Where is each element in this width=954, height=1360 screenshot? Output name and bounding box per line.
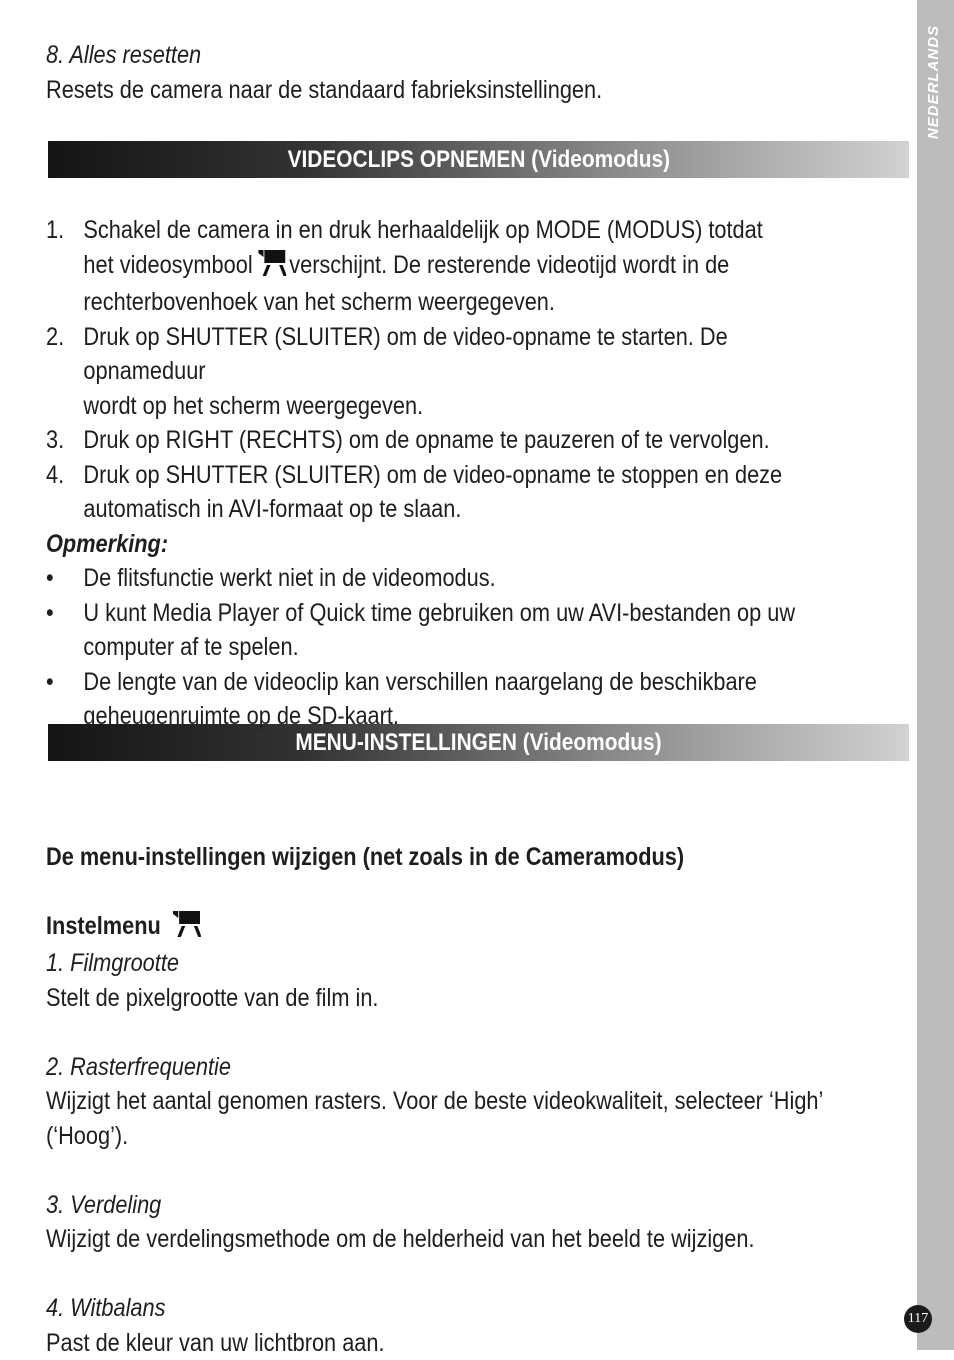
bullet-text: geheugenruimte op de SD-kaart.: [83, 699, 756, 734]
list-item: [46, 458, 796, 527]
menu-item-text: Stelt de pixelgrootte van de film in.: [46, 981, 796, 1016]
side-language-label: NEDERLANDS: [922, 12, 946, 152]
step-text: Druk op SHUTTER (SLUITER) om de video-opname te stoppen en deze: [83, 458, 782, 493]
list-item: [46, 213, 796, 320]
page-content: [46, 38, 796, 1360]
menu-item-text: (‘Hoog’).: [46, 1119, 796, 1154]
bullet-text: De flitsfunctie werkt niet in de videomodus.: [83, 561, 495, 596]
intro-text: Resets de camera naar de standaard fabrieksinstellingen.: [46, 73, 796, 108]
step-text: het videosymbool: [83, 251, 252, 279]
side-language-tab: [917, 0, 954, 1350]
menu-item-title: 3. Verdeling: [46, 1188, 796, 1223]
step-text: verschijnt. De resterende videotijd wordt in de: [289, 251, 729, 279]
menu-subheading: De menu-instellingen wijzigen (net zoals in de Cameramodus): [46, 840, 796, 875]
menu-item-text: Wijzigt de verdelingsmethode om de helderheid van het beeld te wijzigen.: [46, 1222, 796, 1257]
step-number: 3.: [46, 423, 83, 458]
bullet: •: [46, 561, 83, 596]
step-text: wordt op het scherm weergegeven.: [83, 389, 796, 424]
video-camera-icon: [258, 250, 286, 286]
menu-item-title: 4. Witbalans: [46, 1291, 796, 1326]
list-item: [46, 561, 796, 596]
step-text: Druk op SHUTTER (SLUITER) om de video-opname te starten. De opnameduur: [83, 320, 796, 389]
step-number: 1.: [46, 213, 83, 320]
bullet-text: computer af te spelen.: [83, 630, 795, 665]
bullet: •: [46, 665, 83, 734]
list-item: [46, 596, 796, 665]
bullet: •: [46, 596, 83, 665]
menu-item-title: 1. Filmgrootte: [46, 946, 796, 981]
note-label: Opmerking:: [46, 527, 796, 562]
step-number: 2.: [46, 320, 83, 424]
menu-item-text: Wijzigt het aantal genomen rasters. Voor de beste videokwaliteit, selecteer ‘High’: [46, 1084, 796, 1119]
video-camera-icon: [173, 911, 201, 947]
section-heading-videoclips: VIDEOCLIPS OPNEMEN (Videomodus): [48, 141, 909, 178]
step-text: automatisch in AVI-formaat op te slaan.: [83, 492, 782, 527]
step-number: 4.: [46, 458, 83, 527]
section-heading-menu: MENU-INSTELLINGEN (Videomodus): [48, 724, 909, 761]
list-item: [46, 665, 796, 734]
step-text: Schakel de camera in en druk herhaaldelijk op MODE (MODUS) totdat: [83, 213, 762, 248]
list-item: [46, 320, 796, 424]
bullet-text: De lengte van de videoclip kan verschillen naargelang de beschikbare: [83, 665, 756, 700]
intro-title: 8. Alles resetten: [46, 38, 796, 73]
step-text: rechterbovenhoek van het scherm weergegeven.: [83, 285, 762, 320]
page-number: 117: [904, 1305, 932, 1333]
menu-title: Instelmenu: [46, 912, 161, 940]
menu-item-text: Past de kleur van uw lichtbron aan.: [46, 1326, 796, 1360]
step-text: Druk op RIGHT (RECHTS) om de opname te pauzeren of te vervolgen.: [83, 423, 769, 458]
menu-item-title: 2. Rasterfrequentie: [46, 1050, 796, 1085]
list-item: [46, 423, 796, 458]
bullet-text: U kunt Media Player of Quick time gebruiken om uw AVI-bestanden op uw: [83, 596, 795, 631]
